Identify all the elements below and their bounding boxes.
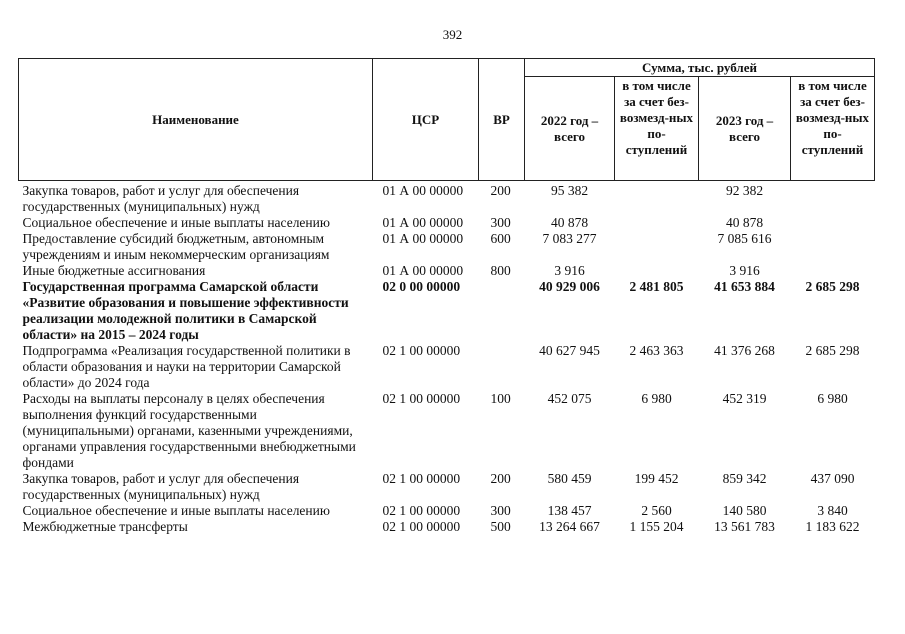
row-2022-total: 580 459 — [547, 471, 592, 486]
row-vr: 300 — [490, 215, 511, 230]
row-2022-grants: 6 980 — [641, 391, 672, 406]
row-2022-total: 3 916 — [554, 263, 585, 278]
row-2023-grants: 6 980 — [817, 391, 848, 406]
header-vr: ВР — [479, 59, 525, 181]
row-name: Межбюджетные трансферты — [22, 519, 188, 534]
table-row — [19, 279, 875, 343]
row-vr: 200 — [490, 183, 511, 198]
row-csr: 02 1 00 00000 — [382, 391, 461, 406]
table-row — [19, 519, 875, 535]
row-vr — [479, 343, 525, 391]
table-row — [19, 391, 875, 471]
row-csr: 02 1 00 00000 — [382, 471, 461, 486]
row-2022-grants: 1 155 204 — [629, 519, 684, 534]
row-2022-grants — [615, 263, 699, 279]
row-vr: 600 — [490, 231, 511, 246]
row-name: Иные бюджетные ассигнования — [22, 263, 206, 278]
table-row — [19, 471, 875, 503]
row-csr: 01 А 00 00000 — [382, 263, 464, 278]
table-row — [19, 343, 875, 391]
row-name: Подпрограмма «Реализация государственной политики в области образования и науки на территории Самарской области» до 2024 года — [22, 343, 351, 390]
table-body — [19, 181, 875, 536]
header-2023-grants: в том числе за счет без-возмезд-ных по-ступлений — [791, 77, 875, 181]
row-vr: 300 — [490, 503, 511, 518]
row-2022-grants: 199 452 — [634, 471, 679, 486]
budget-table — [18, 58, 875, 535]
row-2023-grants: 2 685 298 — [805, 279, 860, 294]
row-2023-total: 92 382 — [725, 183, 764, 198]
row-vr — [479, 279, 525, 343]
row-2023-total: 41 653 884 — [714, 279, 775, 294]
row-2023-grants: 437 090 — [810, 471, 855, 486]
row-name: Государственная программа Самарской области «Развитие образования и повышение эффективности реализации молодежной политики в Самарской области» на 2015 – 2024 годы — [22, 279, 349, 342]
row-2023-total: 859 342 — [722, 471, 767, 486]
row-name: Предоставление субсидий бюджетным, автономным учреждениям и иным некоммерческим организациям — [22, 231, 330, 262]
row-2022-grants — [615, 231, 699, 263]
row-vr: 100 — [490, 391, 511, 406]
row-2023-grants — [791, 263, 875, 279]
row-2023-total: 452 319 — [722, 391, 767, 406]
row-2023-grants: 3 840 — [817, 503, 848, 518]
table-row — [19, 231, 875, 263]
header-2022-total: 2022 год – всего — [525, 77, 615, 181]
row-2023-grants — [791, 215, 875, 231]
row-2023-grants — [791, 231, 875, 263]
row-2022-total: 40 929 006 — [539, 279, 600, 294]
page-number: 392 — [442, 27, 463, 42]
row-csr: 01 А 00 00000 — [382, 215, 464, 230]
row-2023-total: 41 376 268 — [714, 343, 775, 358]
header-name: Наименование — [19, 59, 373, 181]
table-row — [19, 215, 875, 231]
row-2023-grants: 2 685 298 — [805, 343, 860, 358]
row-name: Социальное обеспечение и иные выплаты населению — [22, 503, 330, 518]
row-2023-total: 40 878 — [725, 215, 764, 230]
table-row — [19, 181, 875, 216]
row-2022-grants — [615, 181, 699, 216]
row-2022-total: 138 457 — [547, 503, 592, 518]
row-2023-total: 3 916 — [729, 263, 760, 278]
table-row — [19, 263, 875, 279]
row-2023-grants: 1 183 622 — [805, 519, 860, 534]
row-2022-grants: 2 560 — [641, 503, 672, 518]
row-2022-total: 40 627 945 — [539, 343, 600, 358]
row-csr: 02 1 00 00000 — [382, 503, 461, 518]
table-row — [19, 503, 875, 519]
header-sum-group: Сумма, тыс. рублей — [525, 59, 875, 77]
row-csr: 01 А 00 00000 — [382, 183, 464, 198]
row-2022-grants — [615, 215, 699, 231]
row-name: Закупка товаров, работ и услуг для обеспечения государственных (муниципальных) нужд — [22, 471, 300, 502]
row-csr: 02 1 00 00000 — [382, 519, 461, 534]
row-2023-total: 140 580 — [722, 503, 767, 518]
row-vr: 500 — [490, 519, 511, 534]
header-2023-total: 2023 год – всего — [699, 77, 791, 181]
row-name: Расходы на выплаты персоналу в целях обеспечения выполнения функций государственными (муниципальными) органами, казенными учреждениями, органами управления государственными внебюджетными фондами — [22, 391, 356, 470]
row-csr: 01 А 00 00000 — [382, 231, 464, 246]
row-2023-grants — [791, 181, 875, 216]
row-2023-total: 7 085 616 — [717, 231, 772, 246]
row-name: Закупка товаров, работ и услуг для обеспечения государственных (муниципальных) нужд — [22, 183, 300, 214]
header-csr: ЦСР — [373, 59, 479, 181]
row-vr: 200 — [490, 471, 511, 486]
row-2022-total: 95 382 — [550, 183, 589, 198]
row-2022-total: 40 878 — [550, 215, 589, 230]
row-2022-grants: 2 481 805 — [629, 279, 684, 294]
row-csr: 02 1 00 00000 — [382, 343, 461, 358]
row-2022-total: 7 083 277 — [542, 231, 597, 246]
header-2022-grants: в том числе за счет без-возмезд-ных по-ступлений — [615, 77, 699, 181]
row-2023-total: 13 561 783 — [714, 519, 775, 534]
row-2022-grants: 2 463 363 — [629, 343, 684, 358]
row-csr: 02 0 00 00000 — [382, 279, 461, 294]
row-name: Социальное обеспечение и иные выплаты населению — [22, 215, 330, 230]
row-2022-total: 452 075 — [547, 391, 592, 406]
row-2022-total: 13 264 667 — [539, 519, 600, 534]
row-vr: 800 — [490, 263, 511, 278]
